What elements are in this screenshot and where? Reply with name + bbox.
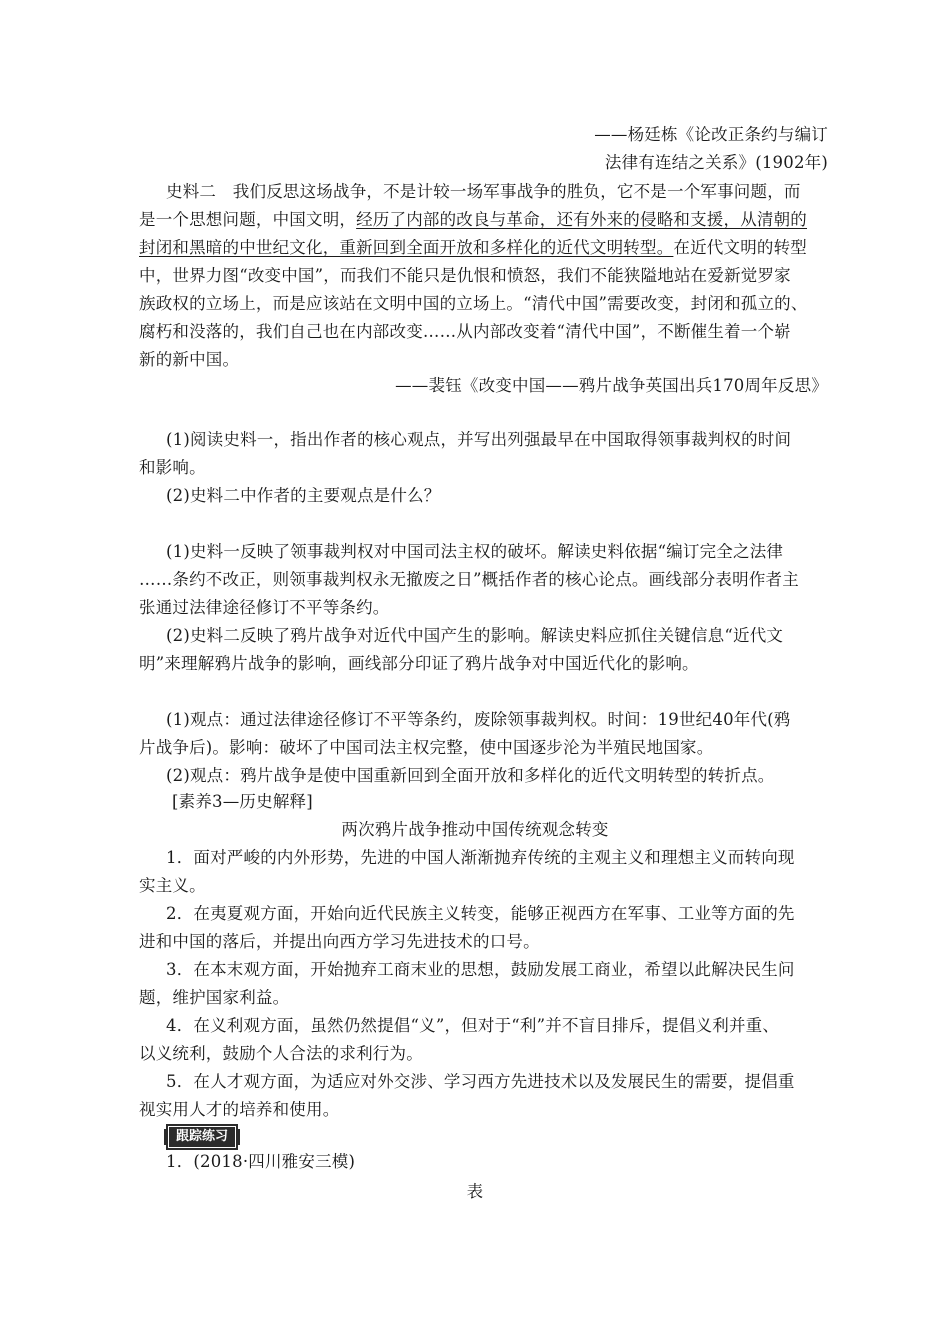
source2-line: 中，世界力图“改变中国”，而我们不能只是仇恨和愤怒，我们不能狭隘地站在爱新觉罗家 [139, 266, 791, 285]
analysis-1-line: ……条约不改正，则领事裁判权永无撤废之日”概括作者的核心论点。画线部分表明作者主 [139, 570, 799, 589]
answer-1-line: 片战争后)。影响：破坏了中国司法主权完整，使中国逐步沦为半殖民地国家。 [139, 738, 714, 757]
table-label: 表 [466, 1182, 484, 1201]
source2-attribution: ——裴钰《改变中国——鸦片战争英国出兵170周年反思》 [395, 376, 828, 395]
source2-line: 族政权的立场上，而是应该站在文明中国的立场上。“清代中国”需要改变，封闭和孤立的、 [139, 294, 808, 313]
literacy-point-line: 3．在本末观方面，开始抛弃工商末业的思想，鼓励发展工商业，希望以此解决民生问 [166, 960, 795, 979]
question-2: (2)史料二中作者的主要观点是什么？ [166, 486, 441, 505]
practice-section-badge: 跟踪练习 [166, 1124, 238, 1150]
analysis-2-line: (2)史料二反映了鸦片战争对近代中国产生的影响。解读史料应抓住关键信息“近代文 [166, 626, 784, 645]
section-title: 两次鸦片战争推动中国传统观念转变 [341, 820, 609, 839]
source1-attribution-line2: 法律有连结之关系》(1902年) [604, 153, 828, 172]
literacy-point-line: 以义统利，鼓励个人合法的求利行为。 [139, 1044, 423, 1063]
source2-line: 新的新中国。 [139, 350, 240, 369]
literacy-point-line: 题，维护国家利益。 [139, 988, 290, 1007]
literacy-point-line: 2．在夷夏观方面，开始向近代民族主义转变，能够正视西方在军事、工业等方面的先 [166, 904, 795, 923]
answer-2: (2)观点：鸦片战争是使中国重新回到全面开放和多样化的近代文明转型的转折点。 [166, 766, 775, 785]
literacy-point-line: 4．在义利观方面，虽然仍然提倡“义”，但对于“利”并不盲目排斥，提倡义利并重、 [166, 1016, 780, 1035]
literacy-point-line: 1．面对严峻的内外形势，先进的中国人渐渐抛弃传统的主观主义和理想主义而转向现 [166, 848, 795, 867]
source2-line: 史料二 我们反思这场战争，不是计较一场军事战争的胜负，它不是一个军事问题，而 [166, 182, 801, 201]
literacy-tag: [素养3—历史解释] [172, 792, 313, 811]
source2-line: 是一个思想问题，中国文明，经历了内部的改良与革命，还有外来的侵略和支援，从清朝的 [139, 210, 808, 229]
source1-attribution-line1: ——杨廷栋《论改正条约与编订 [594, 125, 828, 144]
underlined-text: 经历了内部的改良与革命，还有外来的侵略和支援，从清朝的 [356, 210, 808, 229]
literacy-point-line: 视实用人才的培养和使用。 [139, 1100, 340, 1119]
answer-1-line: (1)观点：通过法律途径修订不平等条约，废除领事裁判权。时间：19世纪40年代(鸦 [166, 710, 791, 729]
question-1-line: (1)阅读史料一，指出作者的核心观点，并写出列强最早在中国取得领事裁判权的时间 [166, 430, 792, 449]
question-1-line: 和影响。 [139, 458, 206, 477]
literacy-point-line: 5．在人才观方面，为适应对外交涉、学习西方先进技术以及发展民生的需要，提倡重 [166, 1072, 795, 1091]
source2-line: 腐朽和没落的，我们自己也在内部改变……从内部改变着“清代中国”，不断催生着一个崭 [139, 322, 791, 341]
analysis-1-line: (1)史料一反映了领事裁判权对中国司法主权的破坏。解读史料依据“编订完全之法律 [166, 542, 784, 561]
practice-item-1: 1．(2018·四川雅安三模) [166, 1152, 356, 1171]
underlined-text: 封闭和黑暗的中世纪文化，重新回到全面开放和多样化的近代文明转型。 [139, 238, 674, 257]
literacy-point-line: 进和中国的落后，并提出向西方学习先进技术的口号。 [139, 932, 540, 951]
analysis-2-line: 明”来理解鸦片战争的影响，画线部分印证了鸦片战争对中国近代化的影响。 [139, 654, 699, 673]
source2-line: 封闭和黑暗的中世纪文化，重新回到全面开放和多样化的近代文明转型。在近代文明的转型 [139, 238, 808, 257]
analysis-1-line: 张通过法律途径修订不平等条约。 [139, 598, 390, 617]
literacy-point-line: 实主义。 [139, 876, 206, 895]
